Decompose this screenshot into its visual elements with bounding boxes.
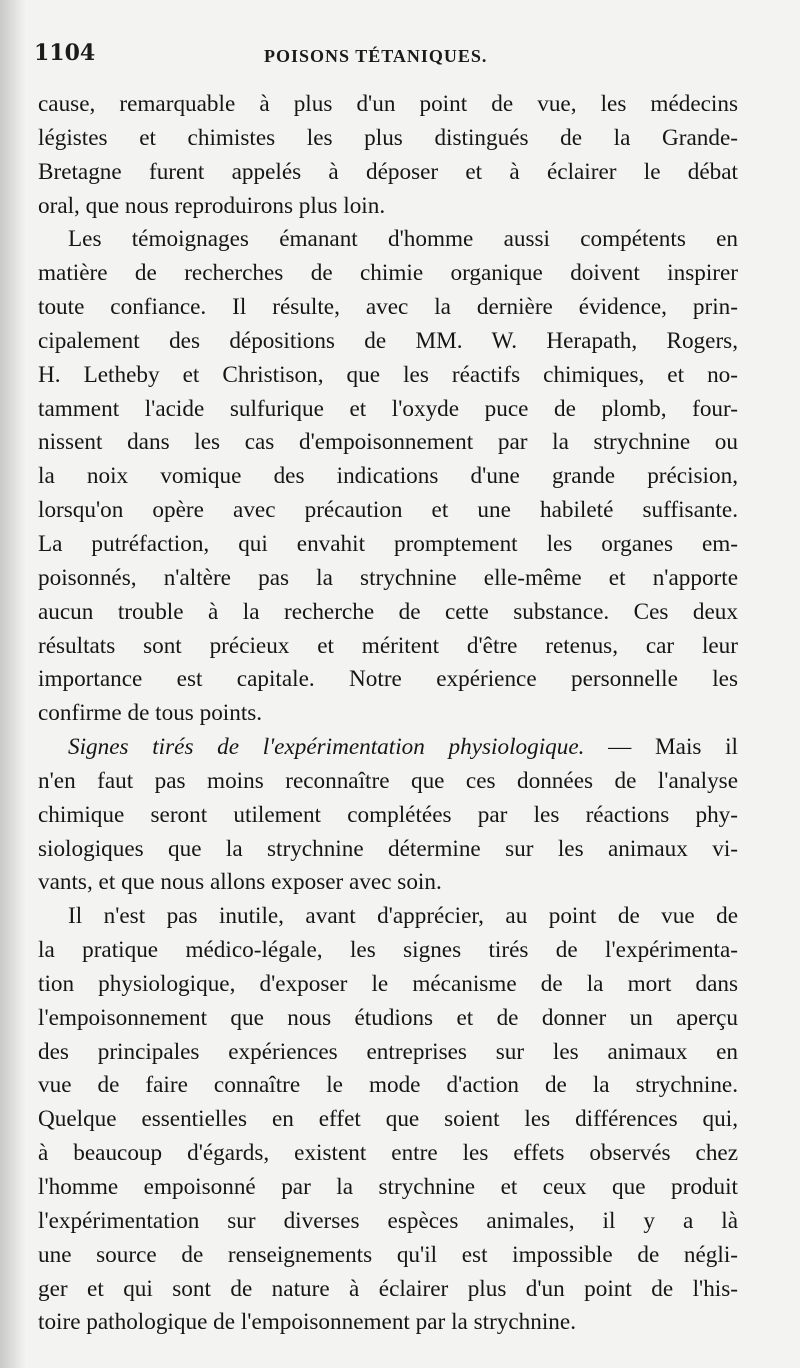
section-lead-text: — Mais il [584, 734, 738, 761]
text-line: importance est capitale. Notre expérience personnelle les [38, 666, 738, 693]
text-line: chimique seront utilement complétées par les réactions phy- [38, 801, 738, 828]
section-heading: Signes tirés de l'expérimentation physiologique. [68, 734, 585, 761]
text-line: poisonnés, n'altère pas la strychnine elle-même et n'apporte [38, 564, 738, 591]
text-line: lorsqu'on opère avec précaution et une habileté suffisante. [38, 497, 738, 524]
text-line: légistes et chimistes les plus distingués de la Grande- [38, 124, 738, 151]
text-line: tion physiologique, d'exposer le mécanisme de la mort dans [38, 970, 738, 997]
text-line: nissent dans les cas d'empoisonnement par la strychnine ou [38, 429, 738, 456]
text-line: cipalement des dépositions de MM. W. Herapath, Rogers, [38, 327, 738, 354]
text-line: n'en faut pas moins reconnaître que ces données de l'analyse [38, 767, 738, 794]
text-line: la noix vomique des indications d'une grande précision, [38, 463, 738, 490]
text-line: matière de recherches de chimie organique doivent inspirer [38, 260, 738, 287]
text-line: l'empoisonnement que nous étudions et de donner un aperçu [38, 1004, 738, 1031]
text-line: résultats sont précieux et méritent d'être retenus, car leur [38, 632, 738, 659]
text-line: toute confiance. Il résulte, avec la dernière évidence, prin- [38, 294, 738, 321]
text-line: vue de faire connaître le mode d'action de la strychnine. [38, 1072, 738, 1099]
text-line: aucun trouble à la recherche de cette substance. Ces deux [38, 598, 738, 625]
body-text [38, 88, 738, 1340]
text-line: H. Letheby et Christison, que les réactifs chimiques, et no- [38, 361, 738, 388]
text-line: cause, remarquable à plus d'un point de vue, les médecins [38, 91, 738, 117]
text-line: Il n'est pas inutile, avant d'apprécier, au point de vue de [68, 903, 738, 930]
text-line: vants, et que nous allons exposer avec soin. [38, 869, 442, 896]
text-line: Quelque essentielles en effet que soient les différences qui, [38, 1106, 738, 1133]
paragraph [38, 88, 738, 223]
running-head: POISONS TÉTANIQUES. [264, 46, 488, 66]
text-line: ger et qui sont de nature à éclairer plus d'un point de l'his- [38, 1275, 738, 1302]
text-line: Les témoignages émanant d'homme aussi compétents en [68, 226, 738, 253]
text-line: Bretagne furent appelés à déposer et à éclairer le débat [38, 158, 738, 185]
paragraph [38, 223, 738, 731]
page-number: 1104 [34, 40, 96, 66]
paragraph [38, 731, 738, 900]
paragraph [38, 900, 738, 1340]
text-line: confirme de tous points. [38, 700, 263, 727]
text-line: une source de renseignements qu'il est impossible de négli- [38, 1241, 738, 1268]
text-line: l'expérimentation sur diverses espèces animales, il y a là [38, 1207, 738, 1234]
text-line: à beaucoup d'égards, existent entre les effets observés chez [38, 1140, 738, 1167]
text-line: La putréfaction, qui envahit promptement les organes em- [38, 530, 738, 557]
text-line: tamment l'acide sulfurique et l'oxyde puce de plomb, four- [38, 395, 738, 422]
text-line: siologiques que la strychnine détermine sur les animaux vi- [38, 835, 738, 862]
text-line: la pratique médico-légale, les signes tirés de l'expérimenta- [38, 937, 738, 964]
text-line: toire pathologique de l'empoisonnement par la strychnine. [38, 1309, 576, 1336]
section-lead-line [38, 731, 738, 765]
text-line: oral, que nous reproduirons plus loin. [38, 192, 386, 219]
text-line: l'homme empoisonné par la strychnine et ceux que produit [38, 1174, 738, 1200]
page-header [34, 40, 764, 76]
text-line: des principales expériences entreprises sur les animaux en [38, 1038, 738, 1065]
